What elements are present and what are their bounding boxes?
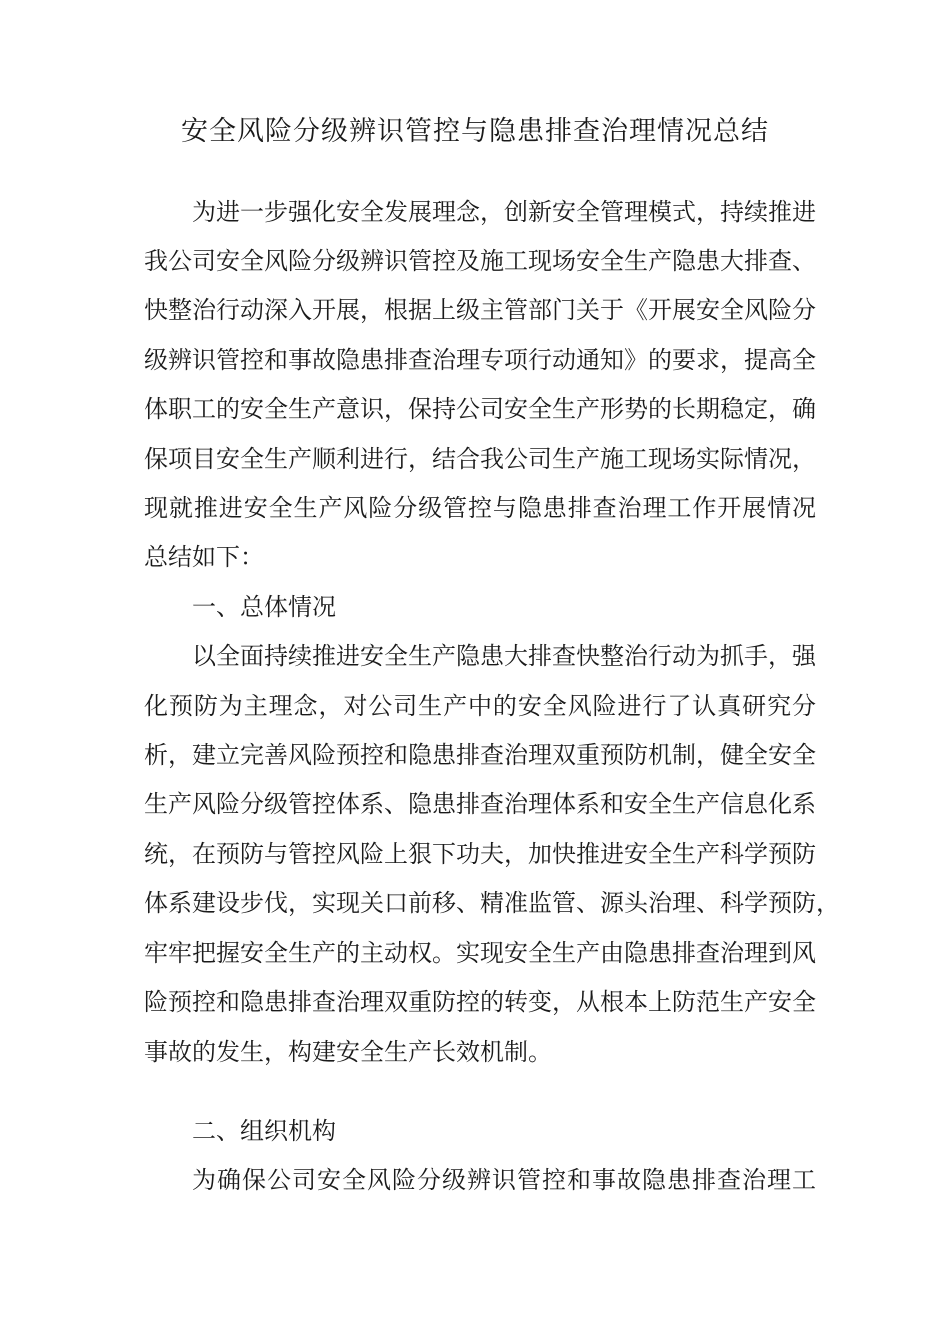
paragraph-line: 以全面持续推进安全生产隐患大排查快整治行动为抓手，强 xyxy=(192,642,816,670)
paragraph-line: 生产风险分级管控体系、隐患排查治理体系和安全生产信息化系 xyxy=(144,790,816,818)
paragraph-line: 事故的发生，构建安全生产长效机制。 xyxy=(144,1038,552,1066)
section-heading-organization: 二、组织机构 xyxy=(192,1117,336,1145)
paragraph-line: 体系建设步伐，实现关口前移、精准监管、源头治理、科学预防， xyxy=(144,889,840,917)
paragraph-line: 现就推进安全生产风险分级管控与隐患排查治理工作开展情况 xyxy=(144,494,816,522)
paragraph-line: 保项目安全生产顺利进行，结合我公司生产施工现场实际情况， xyxy=(144,445,816,473)
paragraph-line: 我公司安全风险分级辨识管控及施工现场安全生产隐患大排查、 xyxy=(144,247,816,275)
paragraph-line: 牢牢把握安全生产的主动权。实现安全生产由隐患排查治理到风 xyxy=(144,939,816,967)
paragraph-line: 析，建立完善风险预控和隐患排查治理双重预防机制，健全安全 xyxy=(144,741,816,769)
paragraph-line: 为确保公司安全风险分级辨识管控和事故隐患排查治理工 xyxy=(192,1166,816,1194)
paragraph-line: 快整治行动深入开展，根据上级主管部门关于《开展安全风险分 xyxy=(144,296,816,324)
paragraph-line: 总结如下： xyxy=(144,543,264,571)
paragraph-line: 化预防为主理念，对公司生产中的安全风险进行了认真研究分 xyxy=(144,692,816,720)
paragraph-line: 级辨识管控和事故隐患排查治理专项行动通知》的要求，提高全 xyxy=(144,346,816,374)
paragraph-line: 为进一步强化安全发展理念，创新安全管理模式，持续推进 xyxy=(192,198,816,226)
paragraph-line: 体职工的安全生产意识，保持公司安全生产形势的长期稳定，确 xyxy=(144,395,816,423)
document-title: 安全风险分级辨识管控与隐患排查治理情况总结 xyxy=(181,116,769,147)
paragraph-line: 统，在预防与管控风险上狠下功夫，加快推进安全生产科学预防 xyxy=(144,840,816,868)
section-heading-overview: 一、总体情况 xyxy=(192,593,336,621)
paragraph-line: 险预控和隐患排查治理双重防控的转变，从根本上防范生产安全 xyxy=(144,988,816,1016)
